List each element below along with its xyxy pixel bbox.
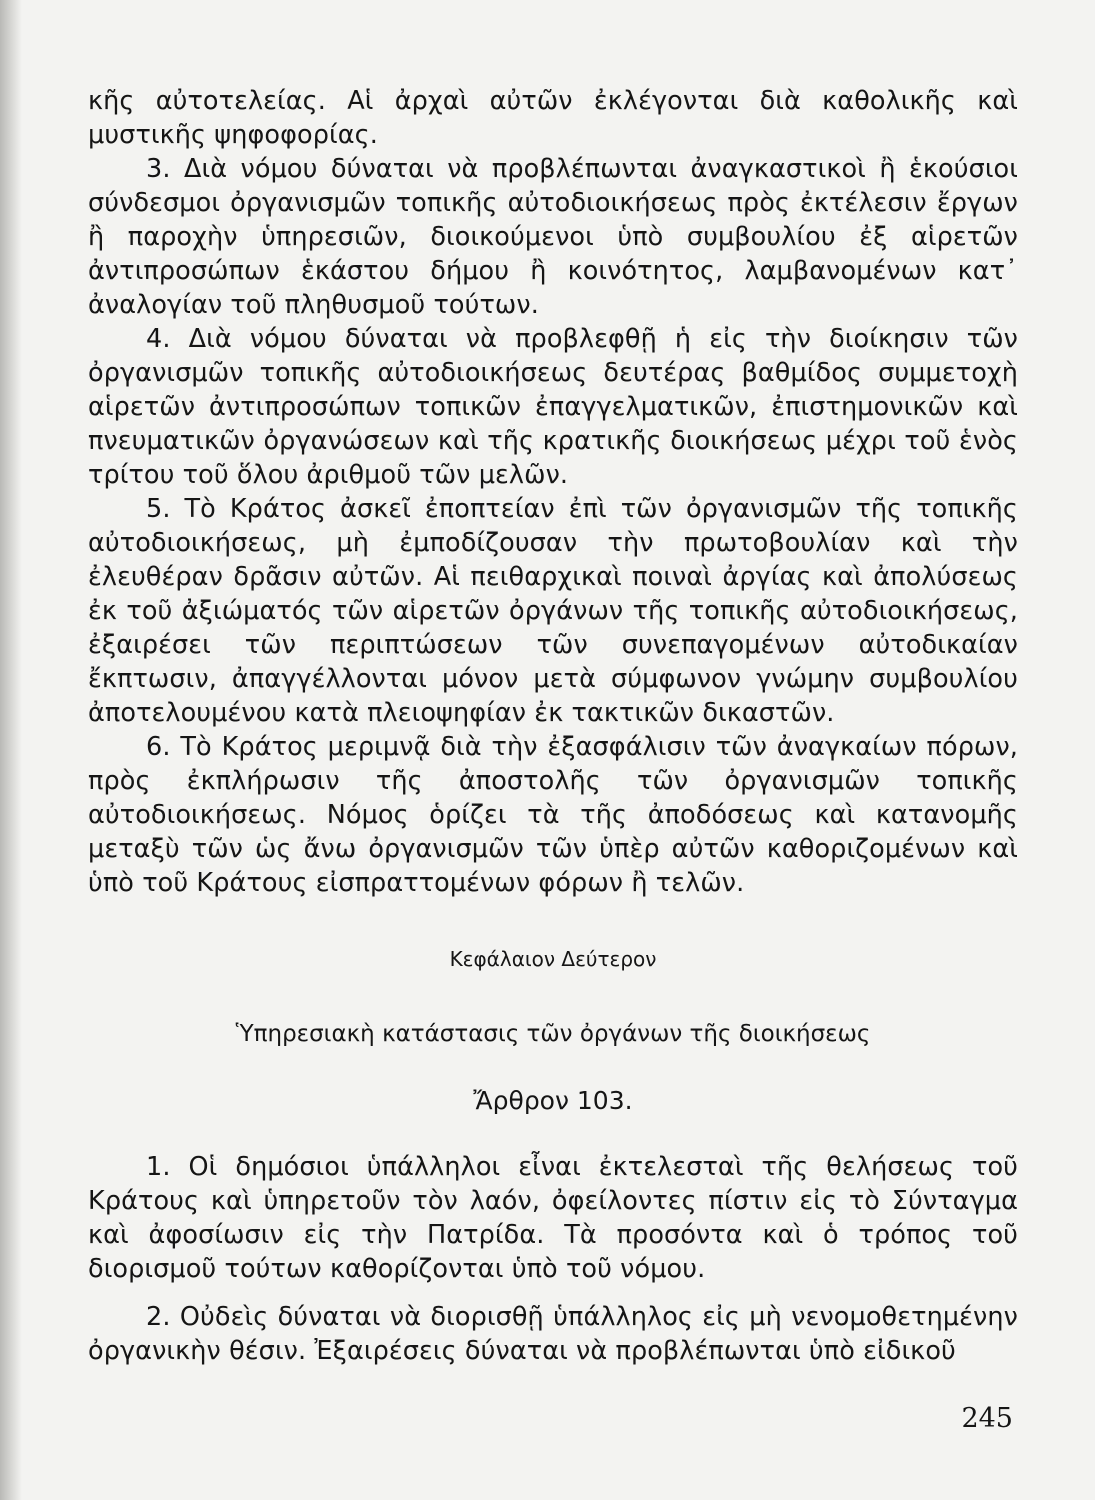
section-title: Ὑπηρεσιακὴ κατάστασις τῶν ὀργάνων τῆς διοικήσεως — [235, 1021, 871, 1047]
chapter-title: Κεφάλαιον Δεύτερον — [449, 947, 657, 971]
document-body — [88, 84, 1018, 1368]
paragraph-4: 4. Διὰ νόμου δύναται νὰ προβλεφθῇ ἡ εἰς τὴν διοίκησιν τῶν ὀργανισμῶν τοπικῆς αὐτοδιοικήσεως δευτέρας βαθμίδος συμμετοχὴ αἱρετῶν ἀντιπροσώπων τοπικῶν ἐπαγγελματικῶν, ἐπιστημονικῶν καὶ πνευματικῶν ὀργανώσεων καὶ τῆς κρατικῆς διοικήσεως μέχρι τοῦ ἑνὸς τρίτου τοῦ ὅλου ἀριθμοῦ τῶν μελῶν. — [88, 324, 1018, 490]
article-paragraph-2: 2. Οὐδεὶς δύναται νὰ διορισθῇ ὑπάλληλος εἰς μὴ νενομοθετημένην ὀργανικὴν θέσιν. Ἐξαιρέσεις δύναται νὰ προβλέπωνται ὑπὸ εἰδικοῦ — [88, 1302, 1018, 1366]
scan-page-edge — [0, 0, 22, 1500]
paragraph-5: 5. Τὸ Κράτος ἀσκεῖ ἐποπτείαν ἐπὶ τῶν ὀργανισμῶν τῆς τοπικῆς αὐτοδιοικήσεως, μὴ ἐμποδίζουσαν τὴν πρωτοβουλίαν καὶ τὴν ἐλευθέραν δρᾶσιν αὐτῶν. Αἱ πειθαρχικαὶ ποιναὶ ἀργίας καὶ ἀπολύσεως ἐκ τοῦ ἀξιώματός τῶν αἱρετῶν ὀργάνων τῆς τοπικῆς αὐτοδιοικήσεως, ἐξαιρέσει τῶν περιπτώσεων τῶν συνεπαγομένων αὐτοδικαίαν ἔκπτωσιν, ἀπαγγέλλονται μόνον μετὰ σύμφωνον γνώμην συμβουλίου ἀποτελουμένου κατὰ πλειοψηφίαν ἐκ τακτικῶν δικαστῶν. — [88, 494, 1018, 728]
page-number: 245 — [961, 1403, 1013, 1434]
paragraph-6: 6. Τὸ Κράτος μεριμνᾷ διὰ τὴν ἐξασφάλισιν τῶν ἀναγκαίων πόρων, πρὸς ἐκπλήρωσιν τῆς ἀποστολῆς τῶν ὀργανισμῶν τοπικῆς αὐτοδιοικήσεως. Νόμος ὁρίζει τὰ τῆς ἀποδόσεως καὶ κατανομῆς μεταξὺ τῶν ὡς ἄνω ὀργανισμῶν τῶν ὑπὲρ αὐτῶν καθοριζομένων καὶ ὑπὸ τοῦ Κράτους εἰσπραττομένων φόρων ἢ τελῶν. — [88, 732, 1018, 898]
article-paragraph-1: 1. Οἱ δημόσιοι ὑπάλληλοι εἶναι ἐκτελεσταὶ τῆς θελήσεως τοῦ Κράτους καὶ ὑπηρετοῦν τὸν λαόν, ὀφείλοντες πίστιν εἰς τὸ Σύνταγμα καὶ ἀφοσίωσιν εἰς τὴν Πατρίδα. Τὰ προσόντα καὶ ὁ τρόπος τοῦ διορισμοῦ τούτων καθορίζονται ὑπὸ τοῦ νόμου. — [88, 1152, 1018, 1284]
article-title: Ἄρθρον 103. — [473, 1086, 633, 1115]
paragraph-3: 3. Διὰ νόμου δύναται νὰ προβλέπωνται ἀναγκαστικοὶ ἢ ἑκούσιοι σύνδεσμοι ὀργανισμῶν τοπικῆς αὐτοδιοικήσεως πρὸς ἐκτέλεσιν ἔργων ἢ παροχὴν ὑπηρεσιῶν, διοικούμενοι ὑπὸ συμβουλίου ἐξ αἱρετῶν ἀντιπροσώπων ἑκάστου δήμου ἢ κοινότητος, λαμβανομένων κατ᾽ ἀναλογίαν τοῦ πληθυσμοῦ τούτων. — [88, 154, 1018, 320]
paragraph-continuation: κῆς αὐτοτελείας. Αἱ ἀρχαὶ αὐτῶν ἐκλέγονται διὰ καθολικῆς καὶ μυστικῆς ψηφοφορίας. — [88, 86, 1018, 150]
